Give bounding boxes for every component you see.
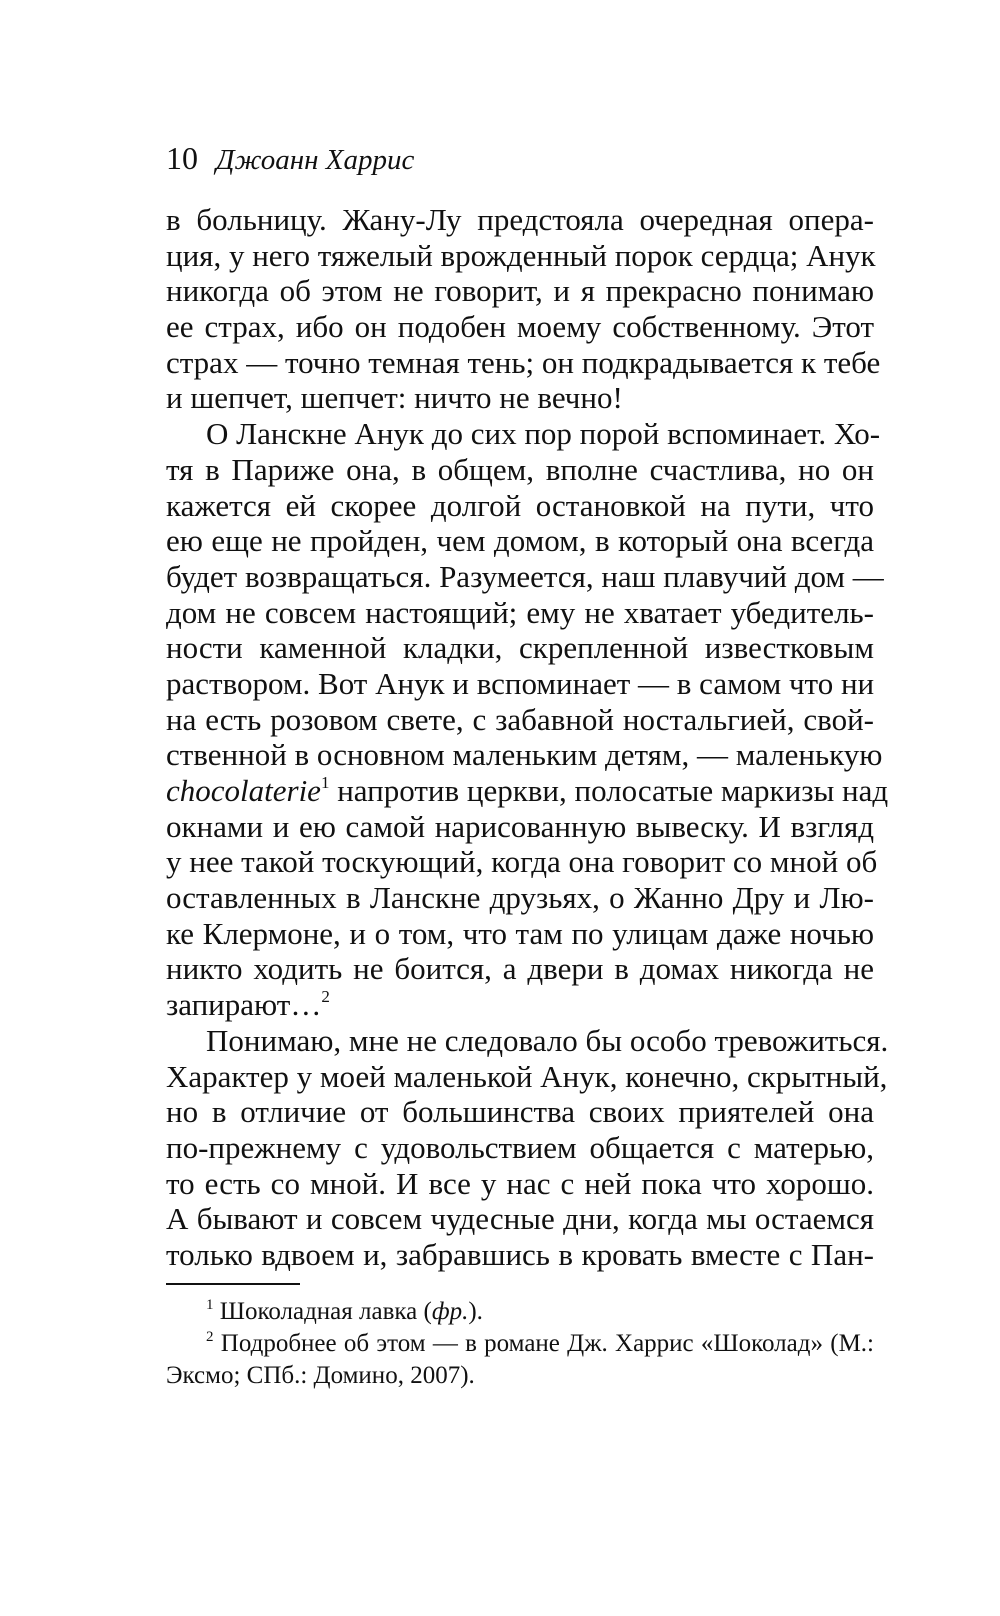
- running-header: [166, 140, 414, 177]
- footnote-text: ).: [468, 1298, 483, 1325]
- footnote-1: [166, 1296, 874, 1328]
- text-line: у нее такой тоскующий, когда она говорит со мной об: [166, 844, 878, 880]
- text-line: Характер у моей маленькой Анук, конечно, скрытный,: [166, 1058, 888, 1094]
- page-number: 10: [166, 140, 198, 176]
- paragraph-1: [166, 202, 881, 416]
- text-line: никогда об этом не говорит, и я прекрасно понимаю: [166, 273, 874, 309]
- body-text: [166, 202, 889, 1273]
- footnote-ref-1[interactable]: 1: [320, 773, 330, 792]
- text-fragment: напротив церкви, полосатые маркизы над: [329, 773, 889, 808]
- text-line: никто ходить не боится, а двери в домах никогда не: [166, 951, 874, 987]
- text-line: ею еще не пройден, чем домом, в который она всегда: [166, 523, 874, 559]
- text-line: ция, у него тяжелый врожденный порок сердца; Анук: [166, 237, 876, 273]
- text-line: то есть со мной. И все у нас с ней пока что хорошо.: [166, 1165, 874, 1201]
- footnote-2-continuation: Эксмо; СПб.: Домино, 2007).: [166, 1362, 475, 1389]
- text-line: только вдвоем и, забравшись в кровать вместе с Пан-: [166, 1236, 874, 1272]
- text-line: О Ланскне Анук до сих пор порой вспоминает. Хо-: [206, 416, 881, 452]
- text-line-chocolaterie: [166, 773, 889, 809]
- paragraph-3: [166, 1022, 889, 1273]
- text-fragment: запирают…: [166, 987, 322, 1023]
- text-line: ности каменной кладки, скрепленной известковым: [166, 630, 874, 666]
- text-line: А бывают и совсем чудесные дни, когда мы остаемся: [166, 1201, 874, 1237]
- text-line-last: [166, 987, 874, 1023]
- footnote-text: Шоколадная лавка (: [213, 1298, 432, 1325]
- text-line: на есть розовом свете, с забавной ностальгией, свой-: [166, 701, 874, 737]
- footnotes: [166, 1296, 874, 1392]
- text-line: кажется ей скорее долгой остановкой на пути, что: [166, 487, 874, 523]
- text-line: и шепчет, шепчет: ничто не вечно!: [166, 380, 623, 416]
- text-line: Понимаю, мне не следовало бы особо тревожиться.: [206, 1022, 889, 1058]
- footnote-ref-2[interactable]: 2: [321, 987, 330, 1007]
- footnote-2: [166, 1328, 874, 1360]
- text-line: оставленных в Ланскне друзьях, о Жанно Дру и Лю-: [166, 880, 874, 916]
- text-line: окнами и ею самой нарисованную вывеску. И взгляд: [166, 808, 874, 844]
- text-line: раствором. Вот Анук и вспоминает — в самом что ни: [166, 665, 875, 701]
- paragraph-2: [166, 416, 889, 1023]
- text-line: ее страх, ибо он подобен моему собственному. Этот: [166, 309, 874, 345]
- running-title: Джоанн Харрис: [216, 144, 415, 176]
- footnote-divider: [166, 1283, 300, 1285]
- text-line: в больницу. Жану-Лу предстояла очередная опера-: [166, 202, 874, 237]
- italic-term: chocolaterie: [166, 773, 321, 808]
- footnote-marker: 1: [206, 1297, 214, 1313]
- text-line: тя в Париже она, в общем, вполне счастлива, но он: [166, 451, 874, 487]
- footnote-marker: 2: [206, 1329, 214, 1345]
- text-line: по-прежнему с удовольствием общается с матерью,: [166, 1129, 874, 1165]
- text-line: ке Клермоне, и о том, что там по улицам даже ночью: [166, 915, 874, 951]
- footnote-text: Подробнее об этом — в романе Дж. Харрис «Шоколад» (М.:: [213, 1330, 874, 1357]
- text-line: ственной в основном маленьким детям, — маленькую: [166, 737, 883, 773]
- footnote-italic: фр.: [431, 1298, 469, 1325]
- text-line: страх — точно темная тень; он подкрадывается к тебе: [166, 344, 881, 380]
- text-line: будет возвращаться. Разумеется, наш плавучий дом —: [166, 558, 884, 594]
- text-line: но в отличие от большинства своих приятелей она: [166, 1094, 874, 1130]
- text-line: дом не совсем настоящий; ему не хватает убедитель-: [166, 594, 874, 630]
